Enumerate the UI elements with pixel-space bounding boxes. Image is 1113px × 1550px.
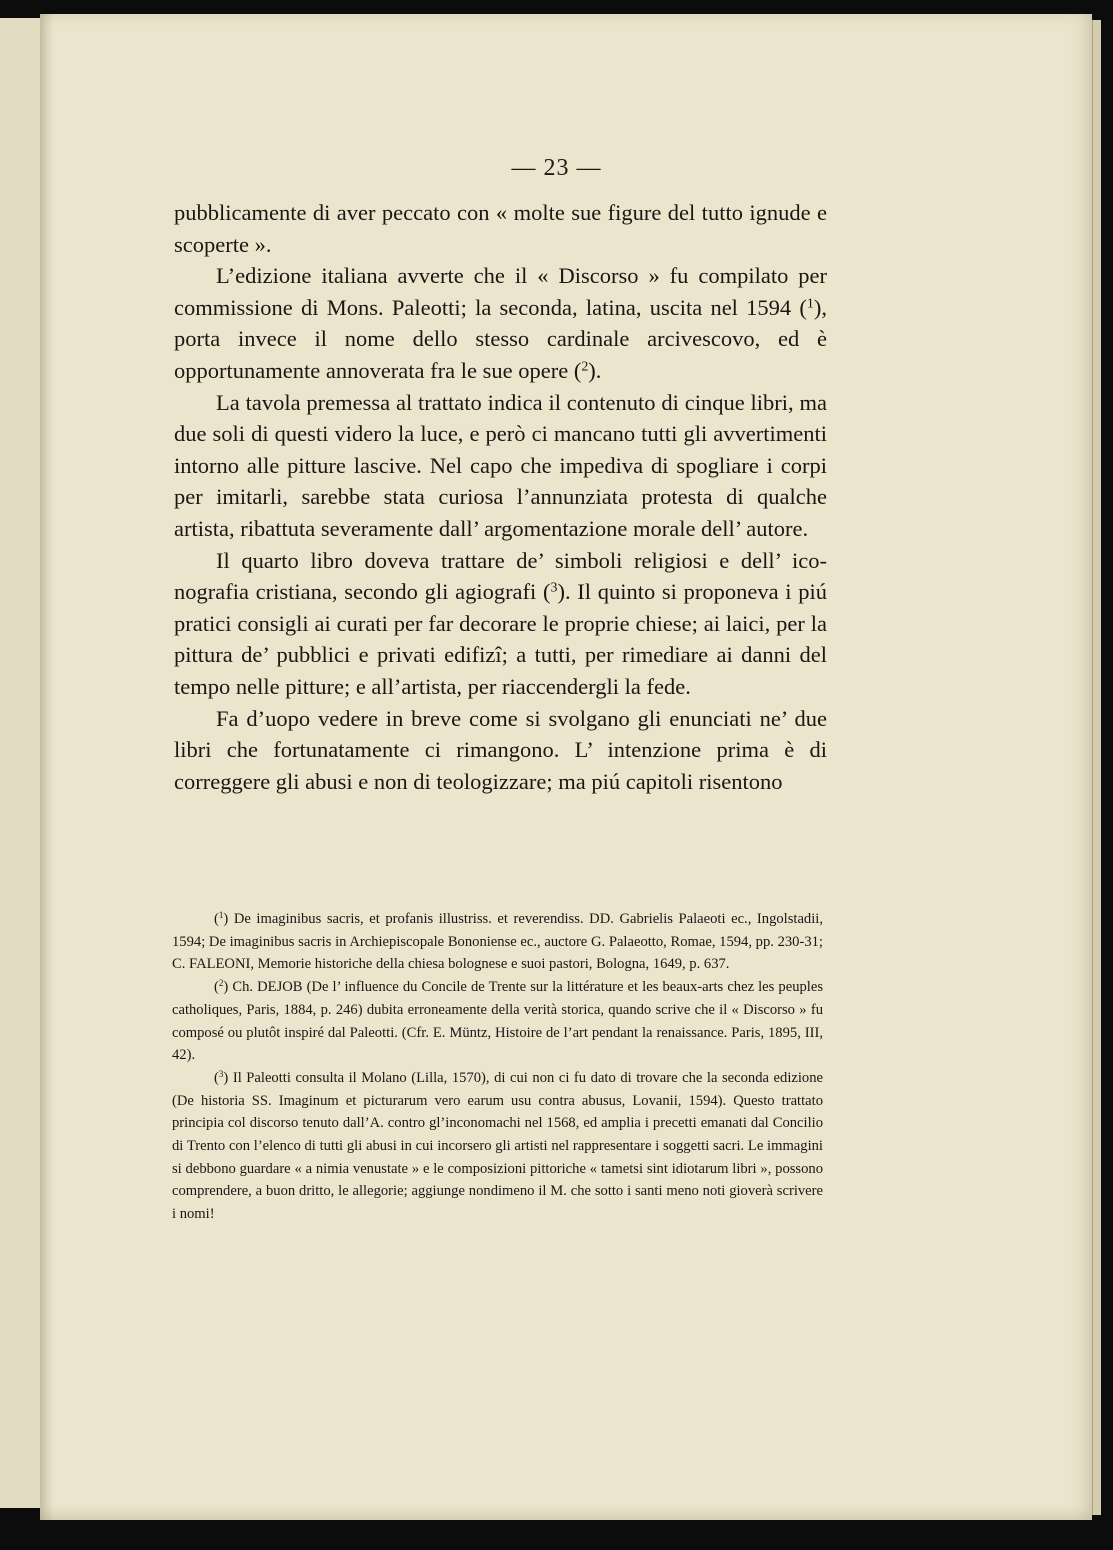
paragraph-3: La tavola premessa al trattato indica il contenuto di cinque libri, ma due soli di questi videro la luce, e però ci mancano tutti gli avvertimenti intorno alle pitture lascive. Nel capo che impediva di spogliare i corpi per imitarli, sarebbe stata curiosa l’annunziata protesta di qualche artista, ribattuta severamente dall’ argomentazione morale dell’ autore.: [174, 389, 827, 541]
footnote-ref-1[interactable]: 1: [806, 296, 814, 312]
paragraph-1: pubblicamente di aver peccato con « molte sue figure del tutto ignude e scoperte ».: [174, 200, 827, 257]
gutter-shadow: [40, 14, 54, 1520]
footnote-1: ($^1$) De imaginibus sacris, et profanis illustriss. et reverendiss. DD. Gabrielis Palaeoti ec., Ingolstadii, 1594; De imaginibus sacris in Archiepiscopale Bononiense ec., auctore G. Palaeotto, Romae, 1594, pp. 230-31; C. FALEONI, Memorie historiche della chiesa bolognese e suoi pastori, Bologna, 1649, p. 637.: [172, 910, 823, 973]
paragraph-4: Il quarto libro doveva trattare de’ simboli religiosi e dell’ iconografia cristiana, secondo gli agiografi ($^3$). Il quinto si proponeva i piú pratici consigli ai curati per far decorare le proprie chiese; ai laici, per la pittura de’ pubblici e privati edifizî; a tutti, per rimediare ai danni del tempo nelle pitture; e all’artista, per riaccendergli la fede.: [174, 547, 827, 699]
footnote-2: ($^2$) Ch. DEJOB (De l’ influence du Concile de Trente sur la littérature et les beaux-arts chez les peuples catholiques, Paris, 1884, p. 246) dubita erroneamente della verità storica, quando scrive che il « Discorso » fu composé ou plutôt inspiré dal Paleotti. (Cfr. E. Müntz, Histoire de l’art pendant la renaissance. Paris, 1895, III, 42).: [172, 978, 823, 1064]
footnote-ref-3[interactable]: 3: [550, 580, 558, 596]
paragraph-5: Fa d’uopo vedere in breve come si svolgano gli enunciati ne’ due libri che fortunatamente ci rimangono. L’ intenzione prima è di correggere gli abusi e non di teologizzare; ma piú capitoli risentono: [174, 705, 827, 794]
main-text: [174, 197, 827, 797]
footnotes: [172, 908, 823, 1226]
footnote-ref-2[interactable]: 2: [581, 359, 589, 375]
page-stack-edge: [1092, 20, 1101, 1515]
left-page-edge: [0, 18, 41, 1508]
page-number: — 23 —: [511, 155, 602, 181]
footnote-3: ($^3$) Il Paleotti consulta il Molano (Lilla, 1570), di cui non ci fu dato di trovare che la seconda edizione (De historia SS. Imaginum et picturarum vero earum usu contra abusus, Lovanii, 1594). Questo trattato principia col discorso tenuto dall’A. contro gl’inconomachi nel 1568, ed amplia i precetti emanati dal Concilio di Trento con l’elenco di tutti gli abusi in cui incorsero gli artisti nel rappresentare i soggetti sacri. Le immagini si debbono guardare « a nimia venustate » e le composizioni pittoriche « tametsi sint idiotarum libri », possono comprendere, a buon dritto, le allegorie; aggiunge nondimeno il M. che sotto i santi meno noti gioverà scrivere i nomi!: [172, 1068, 823, 1223]
paragraph-2: L’edizione italiana avverte che il « Discorso » fu compilato per commissione di Mons. Paleotti; la seconda, latina, uscita nel 1594 ($^1$), porta invece il nome dello stesso cardinale arcivescovo, ed è opportunamente annoverata fra le sue opere ($^2$).: [174, 263, 827, 383]
